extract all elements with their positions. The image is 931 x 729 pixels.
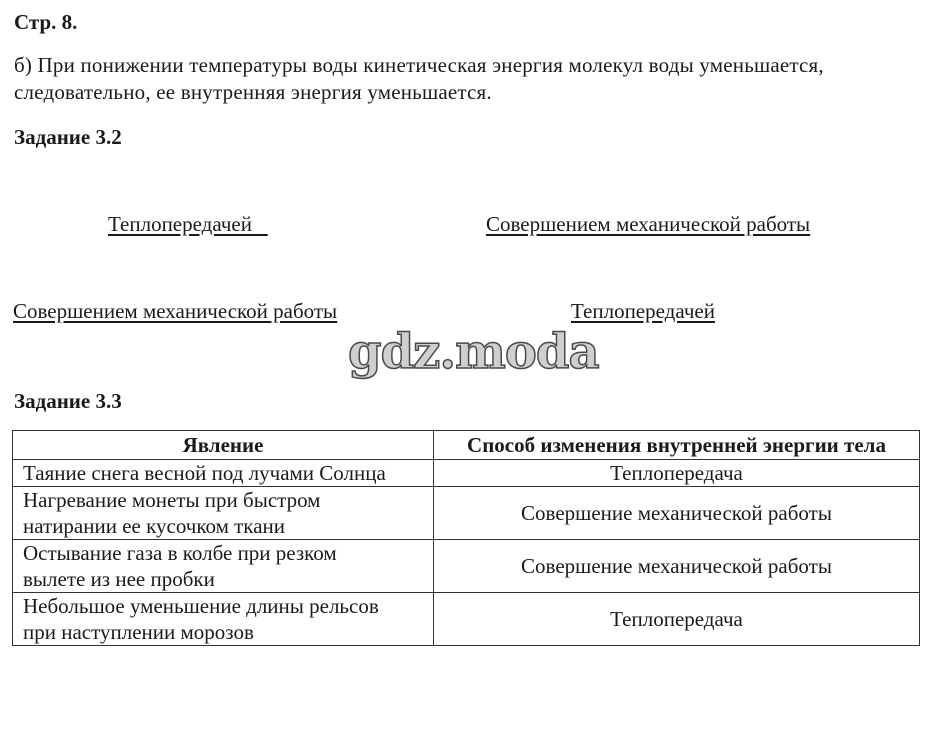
watermark-logo: gdz.moda — [348, 324, 599, 380]
phenomenon-line: Остывание газа в колбе при резком — [23, 541, 337, 565]
table-row — [13, 487, 920, 540]
phenomenon-cell — [13, 540, 434, 593]
answer-3-2-a: Теплопередачей — [108, 212, 268, 236]
phenomenon-line: Нагревание монеты при быстром — [23, 488, 321, 512]
phenomenon-cell — [13, 487, 434, 540]
header-method: Способ изменения внутренней энергии тела — [434, 431, 920, 460]
phenomenon-line: вылете из нее пробки — [23, 567, 215, 591]
method-cell: Теплопередача — [434, 593, 920, 646]
phenomenon-cell — [13, 593, 434, 646]
paragraph-b-line2: следовательно, ее внутренняя энергия уменьшается. — [14, 80, 492, 104]
phenomenon-line: Таяние снега весной под лучами Солнца — [23, 461, 386, 485]
header-phenomenon: Явление — [13, 431, 434, 460]
paragraph-b — [14, 52, 824, 106]
table-row — [13, 540, 920, 593]
answer-3-2-b: Совершением механической работы — [486, 212, 811, 236]
answer-3-2-d: Теплопередачей — [571, 299, 715, 323]
task-3-2-title: Задание 3.2 — [14, 125, 122, 149]
phenomenon-cell — [13, 460, 434, 487]
phenomenon-line: Небольшое уменьшение длины рельсов — [23, 594, 379, 618]
table-header-row — [13, 431, 920, 460]
phenomena-table — [12, 430, 920, 646]
method-cell: Теплопередача — [434, 460, 920, 487]
table-row — [13, 460, 920, 487]
paragraph-b-line1: б) При понижении температуры воды кинетическая энергия молекул воды уменьшается, — [14, 53, 824, 77]
phenomenon-line: натирании ее кусочком ткани — [23, 514, 285, 538]
answer-3-2-c: Совершением механической работы — [13, 299, 338, 323]
task-3-3-title: Задание 3.3 — [14, 389, 122, 413]
method-cell: Совершение механической работы — [434, 540, 920, 593]
method-cell: Совершение механической работы — [434, 487, 920, 540]
table-row — [13, 593, 920, 646]
page-number: Стр. 8. — [14, 10, 78, 34]
phenomenon-line: при наступлении морозов — [23, 620, 254, 644]
